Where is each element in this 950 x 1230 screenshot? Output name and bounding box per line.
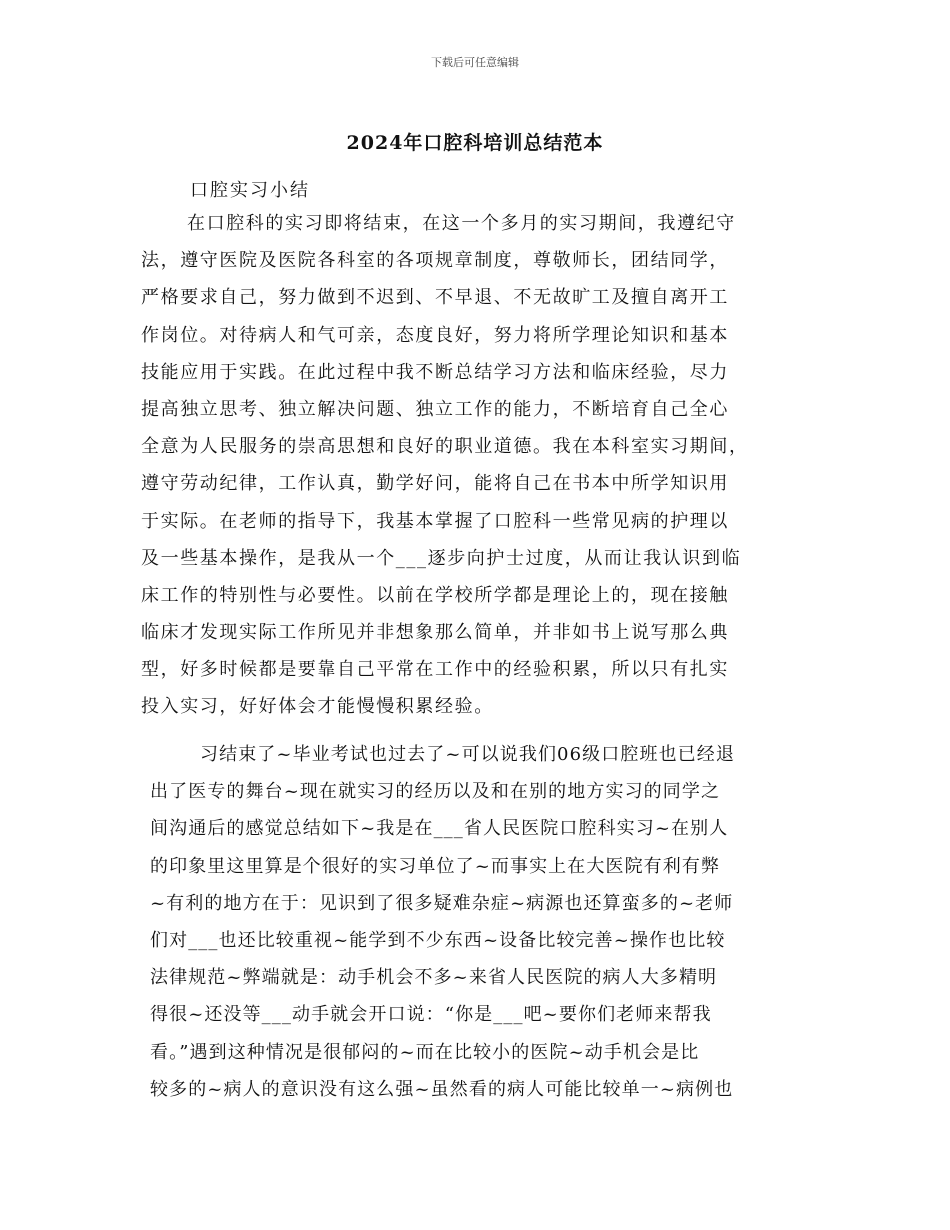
paragraph-line: 间沟通后的感觉总结如下~我是在___省人民医院口腔科实习~在别人	[150, 818, 729, 840]
paragraph-line: 法，遵守医院及医院各科室的各项规章制度，尊敬师长，团结同学，	[141, 250, 729, 272]
paragraph-line: 看。”遇到这种情况是很郁闷的~而在比较小的医院~动手机会是比	[150, 1041, 700, 1063]
paragraph-line: 严格要求自己，努力做到不迟到、不早退、不无故旷工及擅自离开工	[141, 287, 729, 309]
paragraph-line: 得很~还没等___动手就会开口说：“你是___吧~要你们老师来帮我	[150, 1004, 712, 1026]
paragraph-line: ~有利的地方在于：见识到了很多疑难杂症~病源也还算蛮多的~老师	[150, 892, 734, 914]
paragraph-line: 法律规范~弊端就是：动手机会不多~来省人民医院的病人大多精明	[150, 967, 718, 989]
header-note: 下载后可任意编辑	[431, 56, 519, 69]
paragraph-line: 技能应用于实践。在此过程中我不断总结学习方法和临床经验，尽力	[141, 361, 729, 383]
paragraph-line: 提高独立思考、独立解决问题、独立工作的能力，不断培育自己全心	[141, 398, 729, 420]
paragraph-line: 临床才发现实际工作所见并非想象那么简单，并非如书上说写那么典	[141, 622, 729, 644]
paragraph-line: 床工作的特别性与必要性。以前在学校所学都是理论上的，现在接触	[141, 584, 729, 606]
paragraph-1	[141, 205, 749, 726]
paragraph-line: 型，好多时候都是要靠自己平常在工作中的经验积累，所以只有扎实	[141, 659, 729, 681]
paragraph-line: 出了医专的舞台~现在就实习的经历以及和在别的地方实习的同学之	[150, 781, 721, 803]
paragraph-line: 作岗位。对待病人和气可亲，态度良好，努力将所学理论知识和基本	[141, 324, 729, 346]
paragraph-line: 投入实习，好好体会才能慢慢积累经验。	[141, 696, 494, 718]
paragraph-line: 全意为人民服务的崇高思想和良好的职业道德。我在本科室实习期间，	[141, 436, 749, 458]
paragraph-line: 遵守劳动纪律，工作认真，勤学好问，能将自己在书本中所学知识用	[141, 473, 729, 495]
paragraph-line: 习结束了~毕业考试也过去了~可以说我们06级口腔班也已经退	[200, 744, 735, 765]
document-title: 2024年口腔科培训总结范本	[346, 132, 604, 154]
paragraph-line: 们对___也还比较重视~能学到不少东西~设备比较完善~操作也比较	[150, 929, 726, 951]
paragraph-line: 较多的~病人的意识没有这么强~虽然看的病人可能比较单一~病例也	[150, 1078, 734, 1100]
paragraph-line: 在口腔科的实习即将结束，在这一个多月的实习期间，我遵纪守	[187, 213, 736, 234]
paragraph-line: 的印象里这里算是个很好的实习单位了~而事实上在大医院有利有弊	[150, 855, 721, 877]
paragraph-line: 于实际。在老师的指导下，我基本掌握了口腔科一些常见病的护理以	[141, 510, 729, 532]
section-heading: 口腔实习小结	[190, 180, 310, 201]
paragraph-line: 及一些基本操作，是我从一个___逐步向护士过度，从而让我认识到临	[141, 547, 742, 569]
paragraph-2	[150, 736, 735, 1108]
